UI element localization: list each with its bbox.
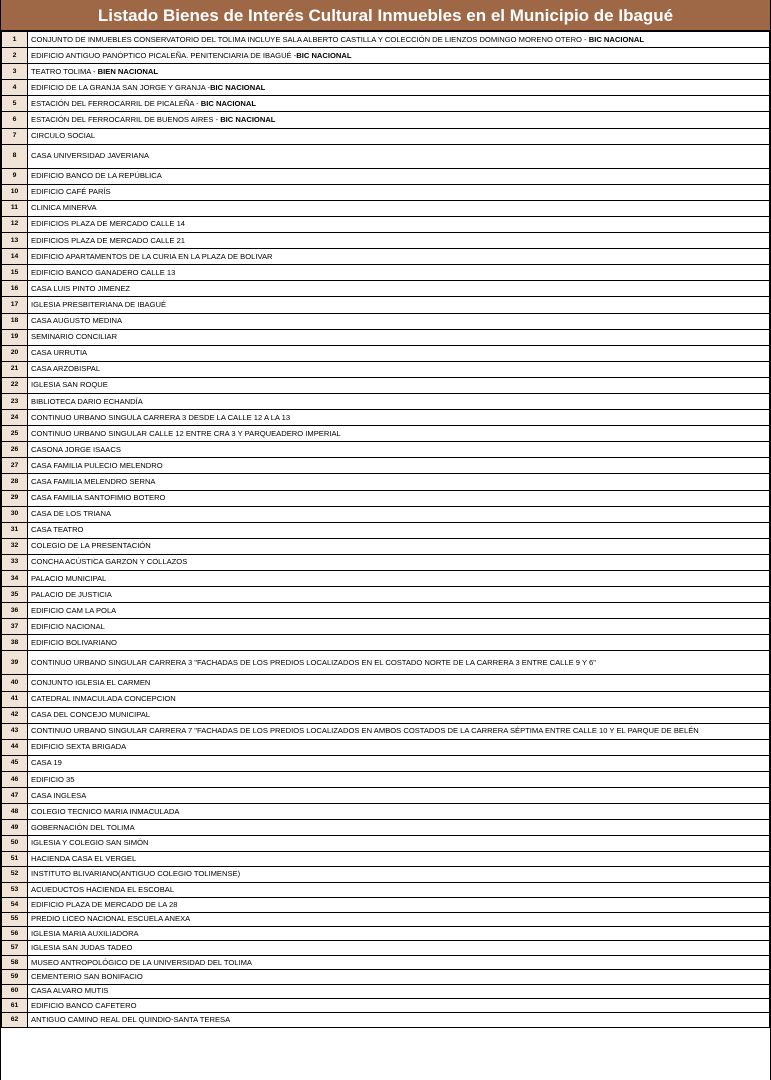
heritage-name: CIRCULO SOCIAL xyxy=(31,131,96,141)
heritage-name-cell xyxy=(28,96,770,112)
row-number: 21 xyxy=(2,361,28,377)
row-number: 59 xyxy=(2,970,28,984)
row-number: 37 xyxy=(2,619,28,635)
heritage-name-cell xyxy=(28,538,770,554)
heritage-name-cell xyxy=(28,651,770,675)
heritage-name-cell xyxy=(28,619,770,635)
table-row xyxy=(2,554,770,570)
table-row xyxy=(2,184,770,200)
table-row xyxy=(2,474,770,490)
heritage-name: EDIFICIO BOLIVARIANO xyxy=(31,637,117,647)
row-number: 28 xyxy=(2,474,28,490)
row-number: 56 xyxy=(2,927,28,941)
heritage-name-cell xyxy=(28,345,770,361)
heritage-name-cell xyxy=(28,168,770,184)
heritage-name-cell xyxy=(28,723,770,739)
row-number: 20 xyxy=(2,345,28,361)
heritage-name: EDIFICIO APARTAMENTOS DE LA CURIA EN LA PLAZA DE BOLIVAR xyxy=(31,251,273,261)
heritage-name: TEATRO TOLIMA - xyxy=(31,66,98,76)
heritage-name: HACIENDA CASA EL VERGEL xyxy=(31,853,137,863)
table-row xyxy=(2,927,770,941)
row-number: 17 xyxy=(2,297,28,313)
heritage-name-cell xyxy=(28,329,770,345)
heritage-name-cell xyxy=(28,426,770,442)
heritage-name: CATEDRAL INMACULADA CONCEPCION xyxy=(31,694,176,704)
heritage-name: CASONA JORGE ISAACS xyxy=(31,444,121,454)
row-number: 38 xyxy=(2,635,28,651)
heritage-name: EDIFICIO SEXTA BRIGADA xyxy=(31,742,127,752)
heritage-name: MUSEO ANTROPOLÓGICO DE LA UNIVERSIDAD DEL TOLIMA xyxy=(31,957,252,967)
heritage-table xyxy=(1,31,770,1028)
row-number: 46 xyxy=(2,772,28,788)
table-row xyxy=(2,442,770,458)
table-row xyxy=(2,361,770,377)
heritage-name: CASA ALVARO MUTIS xyxy=(31,986,109,996)
heritage-name-cell xyxy=(28,554,770,570)
table-row xyxy=(2,1013,770,1027)
row-number: 61 xyxy=(2,999,28,1013)
heritage-name: EDIFICIO BANCO DE LA REPÚBLICA xyxy=(31,171,162,181)
heritage-name: CASA ARZOBISPAL xyxy=(31,364,101,374)
heritage-name-cell xyxy=(28,867,770,883)
heritage-name: CASA UNIVERSIDAD JAVERIANA xyxy=(31,151,150,161)
row-number: 44 xyxy=(2,739,28,755)
table-row xyxy=(2,538,770,554)
table-body xyxy=(2,32,770,1028)
row-number: 42 xyxy=(2,707,28,723)
heritage-name-cell xyxy=(28,128,770,144)
heritage-name: COLEGIO DE LA PRESENTACIÓN xyxy=(31,541,151,551)
heritage-name: BIBLIOTECA DARIO ECHANDÍA xyxy=(31,396,143,406)
row-number: 40 xyxy=(2,675,28,691)
table-row xyxy=(2,96,770,112)
table-row xyxy=(2,32,770,48)
table-row xyxy=(2,984,770,998)
table-row xyxy=(2,691,770,707)
row-number: 39 xyxy=(2,651,28,675)
row-number: 13 xyxy=(2,233,28,249)
heritage-name-cell xyxy=(28,32,770,48)
row-number: 31 xyxy=(2,522,28,538)
row-number: 62 xyxy=(2,1013,28,1027)
table-row xyxy=(2,297,770,313)
heritage-name-cell xyxy=(28,820,770,836)
heritage-name: EDIFICIO BANCO CAFETERO xyxy=(31,1000,137,1010)
table-row xyxy=(2,233,770,249)
table-row xyxy=(2,506,770,522)
table-row xyxy=(2,851,770,867)
heritage-name: IGLESIA Y COLEGIO SAN SIMÓN xyxy=(31,838,149,848)
table-row xyxy=(2,458,770,474)
table-row xyxy=(2,835,770,851)
table-row xyxy=(2,80,770,96)
heritage-name-cell xyxy=(28,970,770,984)
table-row xyxy=(2,345,770,361)
heritage-name-cell xyxy=(28,80,770,96)
table-row xyxy=(2,249,770,265)
heritage-name-cell xyxy=(28,788,770,804)
heritage-name: CASA 19 xyxy=(31,758,62,768)
heritage-name-cell xyxy=(28,882,770,898)
table-row xyxy=(2,999,770,1013)
table-row xyxy=(2,410,770,426)
table-row xyxy=(2,912,770,926)
heritage-name-cell xyxy=(28,458,770,474)
row-number: 22 xyxy=(2,377,28,393)
row-number: 36 xyxy=(2,603,28,619)
row-number: 5 xyxy=(2,96,28,112)
table-row xyxy=(2,603,770,619)
heritage-name-cell xyxy=(28,490,770,506)
heritage-name-cell xyxy=(28,587,770,603)
row-number: 58 xyxy=(2,955,28,969)
table-row xyxy=(2,941,770,955)
table-row xyxy=(2,393,770,409)
heritage-name: EDIFICIO PLAZA DE MERCADO DE LA 28 xyxy=(31,899,178,909)
row-number: 4 xyxy=(2,80,28,96)
row-number: 57 xyxy=(2,941,28,955)
table-row xyxy=(2,587,770,603)
heritage-name-cell xyxy=(28,265,770,281)
row-number: 23 xyxy=(2,393,28,409)
table-row xyxy=(2,329,770,345)
table-row xyxy=(2,265,770,281)
row-number: 8 xyxy=(2,144,28,168)
row-number: 2 xyxy=(2,48,28,64)
row-number: 51 xyxy=(2,851,28,867)
heritage-designation: BIC NACIONAL xyxy=(220,115,276,125)
row-number: 26 xyxy=(2,442,28,458)
heritage-designation: BIEN NACIONAL xyxy=(97,66,158,76)
row-number: 24 xyxy=(2,410,28,426)
heritage-name: INSTITUTO BLIVARIANO(ANTIGUO COLEGIO TOLIMENSE) xyxy=(31,869,241,879)
table-row xyxy=(2,755,770,771)
heritage-name: EDIFICIOS PLAZA DE MERCADO CALLE 14 xyxy=(31,219,186,229)
row-number: 30 xyxy=(2,506,28,522)
heritage-name: EDIFICIOS PLAZA DE MERCADO CALLE 21 xyxy=(31,235,186,245)
table-row xyxy=(2,882,770,898)
heritage-name-cell xyxy=(28,200,770,216)
heritage-name: CASA URRUTIA xyxy=(31,348,88,358)
heritage-name-cell xyxy=(28,506,770,522)
row-number: 52 xyxy=(2,867,28,883)
table-row xyxy=(2,820,770,836)
heritage-name-cell xyxy=(28,675,770,691)
heritage-name-cell xyxy=(28,755,770,771)
row-number: 29 xyxy=(2,490,28,506)
heritage-name-cell xyxy=(28,804,770,820)
heritage-name-cell xyxy=(28,410,770,426)
row-number: 41 xyxy=(2,691,28,707)
row-number: 7 xyxy=(2,128,28,144)
heritage-name: ESTACIÓN DEL FERROCARRIL DE PICALEÑA - xyxy=(31,98,201,108)
heritage-name-cell xyxy=(28,474,770,490)
heritage-designation: BIC NACIONAL xyxy=(200,98,257,108)
heritage-name: CASA FAMILIA SANTOFIMIO BOTERO xyxy=(31,493,166,503)
heritage-name-cell xyxy=(28,941,770,955)
heritage-name-cell xyxy=(28,522,770,538)
heritage-name-cell xyxy=(28,184,770,200)
table-row xyxy=(2,788,770,804)
heritage-name: IGLESIA MARIA AUXILIADORA xyxy=(31,928,139,938)
page-title: Listado Bienes de Interés Cultural Inmuebles en el Municipio de Ibagué xyxy=(1,0,770,31)
heritage-designation: BIC NACIONAL xyxy=(210,82,266,92)
row-number: 50 xyxy=(2,835,28,851)
row-number: 45 xyxy=(2,755,28,771)
heritage-name: EDIFICIO BANCO GANADERO CALLE 13 xyxy=(31,267,176,277)
heritage-name-cell xyxy=(28,361,770,377)
heritage-name-cell xyxy=(28,112,770,128)
heritage-name-cell xyxy=(28,984,770,998)
table-row xyxy=(2,867,770,883)
heritage-name: CONTINUO URBANO SINGULAR CARRERA 3 "FACHADAS DE LOS PREDIOS LOCALIZADOS EN EL COSTADO NORTE DE LA CARRERA 3 ENTRE CALLE 9 Y 6" xyxy=(31,657,596,667)
heritage-name-cell xyxy=(28,48,770,64)
row-number: 9 xyxy=(2,168,28,184)
table-row xyxy=(2,144,770,168)
heritage-name-cell xyxy=(28,233,770,249)
heritage-name: SEMINARIO CONCILIAR xyxy=(31,332,118,342)
heritage-name: CONTINUO URBANO SINGULAR CALLE 12 ENTRE CRA 3 Y PARQUEADERO IMPERIAL xyxy=(31,428,341,438)
table-row xyxy=(2,739,770,755)
heritage-name-cell xyxy=(28,571,770,587)
heritage-name-cell xyxy=(28,898,770,912)
heritage-name: EDIFICIO DE LA GRANJA SAN JORGE Y GRANJA - xyxy=(31,82,211,92)
heritage-name-cell xyxy=(28,851,770,867)
table-row xyxy=(2,490,770,506)
row-number: 60 xyxy=(2,984,28,998)
row-number: 11 xyxy=(2,200,28,216)
heritage-name: EDIFICIO 35 xyxy=(31,774,75,784)
row-number: 53 xyxy=(2,882,28,898)
heritage-name: CASA FAMILIA PULECIO MELENDRO xyxy=(31,460,163,470)
table-row xyxy=(2,651,770,675)
heritage-name-cell xyxy=(28,216,770,232)
heritage-name-cell xyxy=(28,912,770,926)
heritage-name: PALACIO DE JUSTICIA xyxy=(31,589,112,599)
table-row xyxy=(2,64,770,80)
heritage-name: CONCHA ACÚSTICA GARZON Y COLLAZOS xyxy=(31,557,188,567)
row-number: 27 xyxy=(2,458,28,474)
heritage-name: CASA AUGUSTO MEDINA xyxy=(31,316,123,326)
table-row xyxy=(2,112,770,128)
heritage-name: CONJUNTO DE INMUEBLES CONSERVATORIO DEL TOLIMA INCLUYE SALA ALBERTO CASTILLA Y COLECCIÓN DE LIENZOS DOMINGO MORENO OTERO - xyxy=(31,34,589,44)
row-number: 14 xyxy=(2,249,28,265)
row-number: 12 xyxy=(2,216,28,232)
heritage-name: EDIFICIO NACIONAL xyxy=(31,621,105,631)
heritage-name-cell xyxy=(28,927,770,941)
heritage-name-cell xyxy=(28,707,770,723)
heritage-name: CEMENTERIO SAN BONIFACIO xyxy=(31,971,143,981)
heritage-designation: BIC NACIONAL xyxy=(296,50,352,60)
heritage-name-cell xyxy=(28,249,770,265)
heritage-name-cell xyxy=(28,393,770,409)
row-number: 49 xyxy=(2,820,28,836)
table-row xyxy=(2,313,770,329)
heritage-name: CONTINUO URBANO SINGULAR CARRERA 7 "FACHADAS DE LOS PREDIOS LOCALIZADOS EN AMBOS COSTADOS DE LA CARRERA SÉPTIMA ENTRE CALLE 10 Y EL PARQUE DE BELÉN xyxy=(31,726,699,736)
table-row xyxy=(2,772,770,788)
table-row xyxy=(2,804,770,820)
heritage-name: CASA DE LOS TRIANA xyxy=(31,509,112,519)
table-row xyxy=(2,200,770,216)
row-number: 55 xyxy=(2,912,28,926)
heritage-name: PALACIO MUNICIPAL xyxy=(31,573,107,583)
heritage-name-cell xyxy=(28,297,770,313)
heritage-name: CASA FAMILIA MELENDRO SERNA xyxy=(31,476,156,486)
table-row xyxy=(2,707,770,723)
heritage-name-cell xyxy=(28,739,770,755)
heritage-name: CONJUNTO IGLESIA EL CARMEN xyxy=(31,678,151,688)
table-row xyxy=(2,970,770,984)
row-number: 54 xyxy=(2,898,28,912)
heritage-name: IGLESIA PRESBITERIANA DE IBAGUÉ xyxy=(31,299,167,309)
heritage-name: ESTACIÓN DEL FERROCARRIL DE BUENOS AIRES - xyxy=(31,115,221,125)
heritage-name: CASA TEATRO xyxy=(31,525,84,535)
heritage-name: ACUEDUCTOS HACIENDA EL ESCOBAL xyxy=(31,884,175,894)
heritage-name-cell xyxy=(28,999,770,1013)
table-row xyxy=(2,619,770,635)
row-number: 35 xyxy=(2,587,28,603)
row-number: 48 xyxy=(2,804,28,820)
table-row xyxy=(2,216,770,232)
table-row xyxy=(2,377,770,393)
heritage-name: IGLESIA SAN ROQUE xyxy=(31,380,108,390)
table-row xyxy=(2,281,770,297)
heritage-name: CASA INGLESA xyxy=(31,790,87,800)
row-number: 6 xyxy=(2,112,28,128)
table-row xyxy=(2,635,770,651)
row-number: 34 xyxy=(2,571,28,587)
table-row xyxy=(2,128,770,144)
heritage-name-cell xyxy=(28,1013,770,1027)
row-number: 10 xyxy=(2,184,28,200)
heritage-name: IGLESIA SAN JUDAS TADEO xyxy=(31,943,133,953)
heritage-name: CASA LUIS PINTO JIMENEZ xyxy=(31,283,131,293)
table-row xyxy=(2,955,770,969)
heritage-designation: BIC NACIONAL xyxy=(588,34,644,44)
heritage-name-cell xyxy=(28,281,770,297)
table-row xyxy=(2,898,770,912)
table-row xyxy=(2,723,770,739)
heritage-name-cell xyxy=(28,377,770,393)
heritage-name: CONTINUO URBANO SINGULA CARRERA 3 DESDE LA CALLE 12 A LA 13 xyxy=(31,412,291,422)
heritage-name: GOBERNACIÓN DEL TOLIMA xyxy=(31,822,135,832)
heritage-name: EDIFICIO ANTIGUO PANÓPTICO PICALEÑA. PENITENCIARIA DE IBAGUÉ - xyxy=(31,50,297,60)
heritage-name-cell xyxy=(28,691,770,707)
heritage-name-cell xyxy=(28,835,770,851)
row-number: 43 xyxy=(2,723,28,739)
heritage-name-cell xyxy=(28,64,770,80)
row-number: 16 xyxy=(2,281,28,297)
heritage-name-cell xyxy=(28,955,770,969)
heritage-name: EDIFICIO CAM LA POLA xyxy=(31,605,117,615)
heritage-name-cell xyxy=(28,635,770,651)
heritage-name: ANTIGUO CAMINO REAL DEL QUINDIO-SANTA TERESA xyxy=(31,1015,231,1025)
heritage-name: COLEGIO TECNICO MARIA INMACULADA xyxy=(31,806,180,816)
heritage-name-cell xyxy=(28,144,770,168)
row-number: 33 xyxy=(2,554,28,570)
heritage-name: CASA DEL CONCEJO MUNICIPAL xyxy=(31,710,150,720)
heritage-name-cell xyxy=(28,603,770,619)
heritage-name: PREDIO LICEO NACIONAL ESCUELA ANEXA xyxy=(31,914,191,924)
heritage-name-cell xyxy=(28,313,770,329)
row-number: 18 xyxy=(2,313,28,329)
table-row xyxy=(2,168,770,184)
table-row xyxy=(2,571,770,587)
heritage-name-cell xyxy=(28,772,770,788)
row-number: 1 xyxy=(2,32,28,48)
table-row xyxy=(2,48,770,64)
row-number: 32 xyxy=(2,538,28,554)
table-row xyxy=(2,426,770,442)
row-number: 19 xyxy=(2,329,28,345)
row-number: 15 xyxy=(2,265,28,281)
heritage-name-cell xyxy=(28,442,770,458)
row-number: 25 xyxy=(2,426,28,442)
row-number: 3 xyxy=(2,64,28,80)
table-row xyxy=(2,522,770,538)
table-row xyxy=(2,675,770,691)
heritage-name: CLINICA MINERVA xyxy=(31,203,97,213)
row-number: 47 xyxy=(2,788,28,804)
heritage-name: EDIFICIO CAFÉ PARÍS xyxy=(31,187,111,197)
